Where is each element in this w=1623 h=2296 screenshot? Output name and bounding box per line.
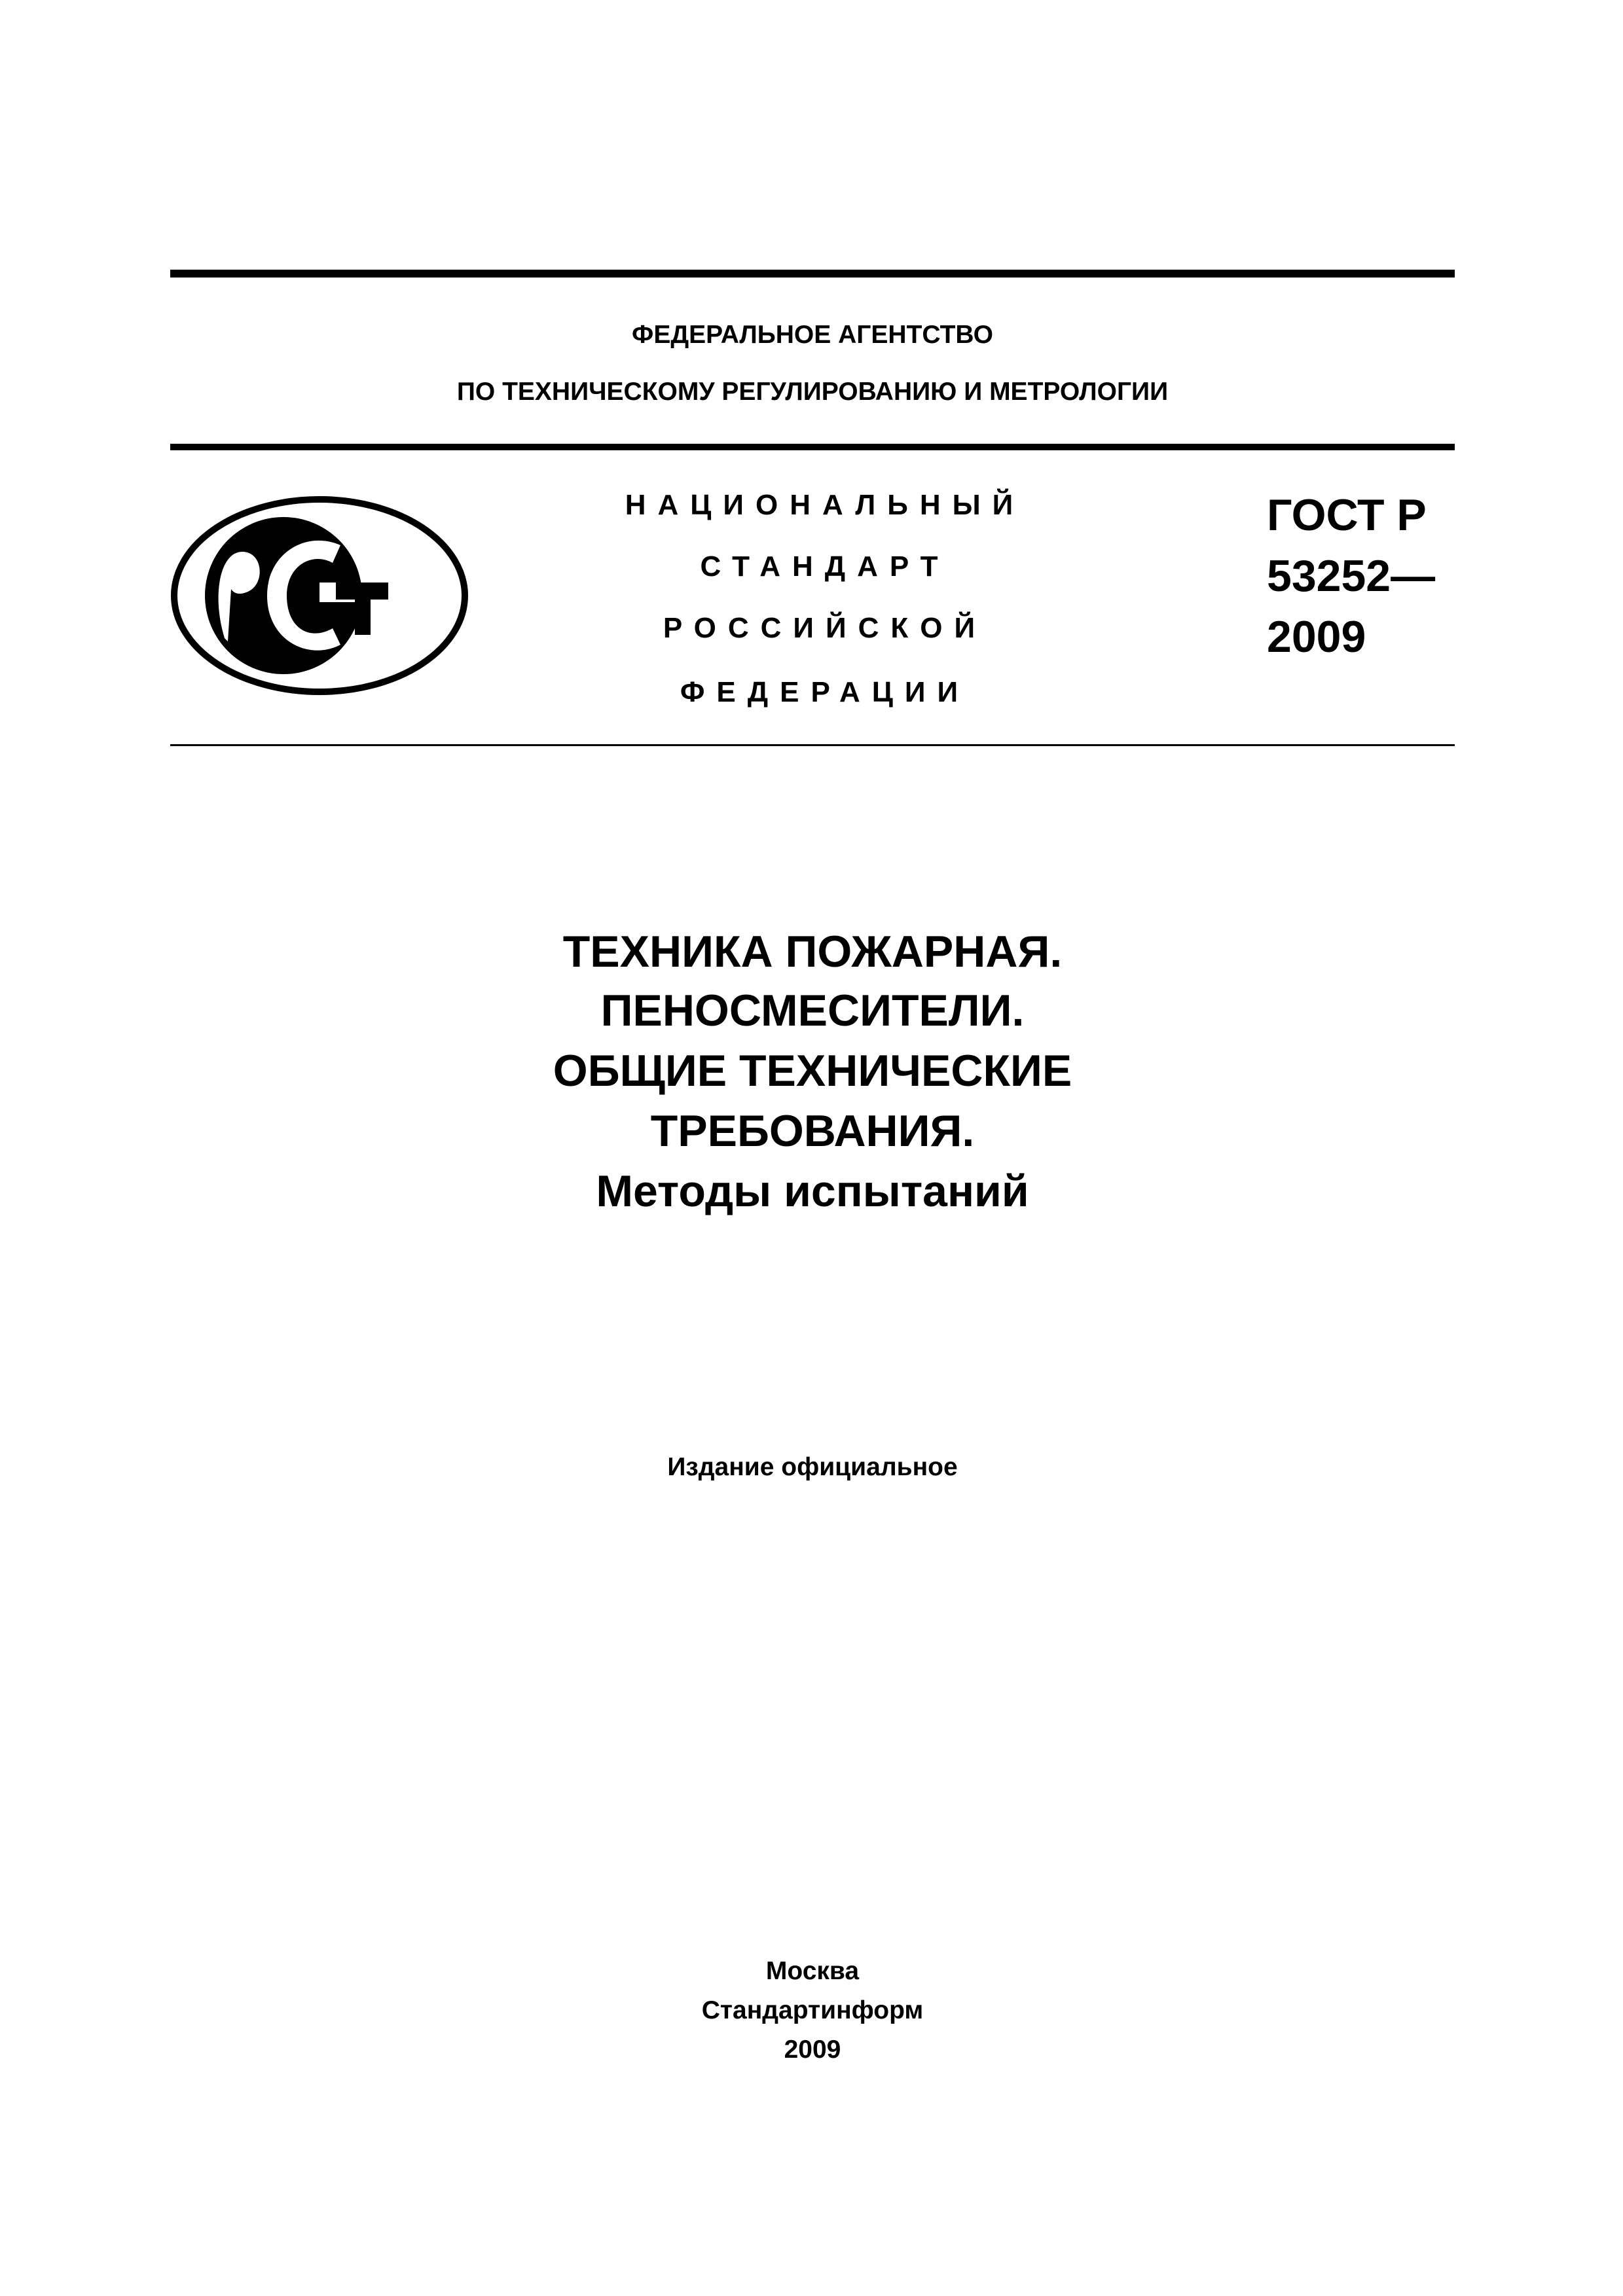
title-line-3: ОБЩИЕ ТЕХНИЧЕСКИЕ (553, 1046, 1072, 1096)
top-rule (170, 270, 1455, 278)
imprint-city: Москва (765, 1957, 860, 1985)
bottom-rule (170, 744, 1455, 746)
standard-type-line-3: РОССИЙСКОЙ (663, 612, 987, 644)
designation-line-3: 2009 (1267, 612, 1366, 662)
standard-type-line-2: СТАНДАРТ (700, 550, 950, 583)
middle-rule (170, 444, 1455, 450)
agency-line-2: ПО ТЕХНИЧЕСКОМУ РЕГУЛИРОВАНИЮ И МЕТРОЛОГИИ (456, 378, 1169, 406)
edition-label: Издание официальное (667, 1453, 958, 1481)
title-line-1: ТЕХНИКА ПОЖАРНАЯ. (562, 927, 1063, 977)
designation-line-1: ГОСТ Р (1267, 490, 1427, 540)
standard-type-line-4: ФЕДЕРАЦИИ (680, 676, 970, 708)
designation-line-2: 53252— (1267, 551, 1436, 601)
title-line-2: ПЕНОСМЕСИТЕЛИ. (600, 986, 1025, 1035)
standard-type-line-1: НАЦИОНАЛЬНЫЙ (625, 489, 1025, 521)
title-line-4: ТРЕБОВАНИЯ. (650, 1106, 975, 1156)
title-line-5: Методы испытаний (596, 1166, 1029, 1216)
agency-line-1: ФЕДЕРАЛЬНОЕ АГЕНТСТВО (632, 321, 993, 349)
rst-certification-mark-icon (169, 494, 470, 697)
imprint-publisher: Стандартинформ (701, 1996, 924, 2024)
imprint-year: 2009 (784, 2036, 841, 2064)
